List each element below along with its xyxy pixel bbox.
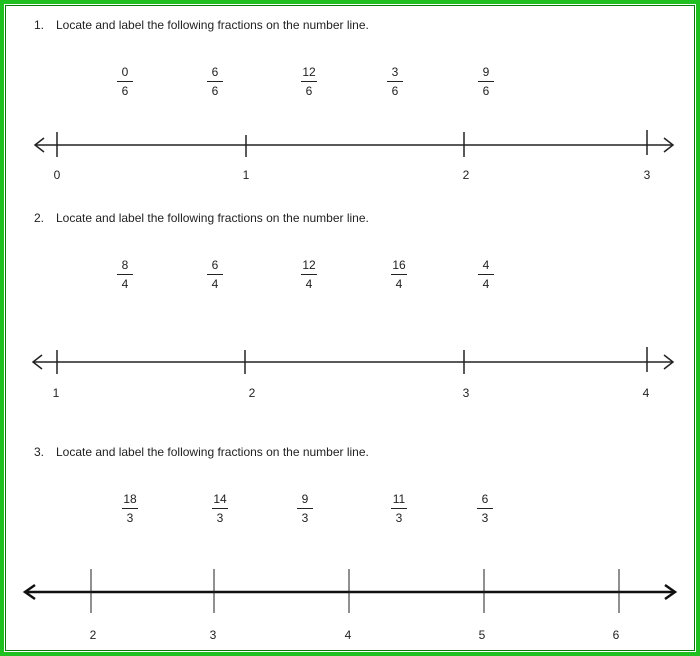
numerator: 14 (213, 492, 227, 506)
numerator: 12 (302, 65, 316, 79)
denominator: 4 (305, 277, 313, 291)
problem-2-number: 2. (34, 211, 45, 225)
denominator: 4 (482, 277, 490, 291)
numerator: 9 (301, 492, 309, 506)
denominator: 4 (395, 277, 403, 291)
tick-label: 4 (344, 628, 352, 642)
problem-1-number: 1. (34, 18, 45, 32)
numerator: 6 (211, 65, 219, 79)
numerator: 8 (121, 258, 129, 272)
tick-label: 1 (242, 168, 250, 182)
tick-label: 2 (462, 168, 470, 182)
tick-label: 1 (52, 386, 60, 400)
denominator: 6 (391, 84, 399, 98)
numerator: 12 (302, 258, 316, 272)
numerator: 11 (392, 492, 406, 506)
tick-label: 5 (478, 628, 486, 642)
number-line-2 (33, 347, 673, 374)
numerator: 0 (121, 65, 129, 79)
problem-1-text: Locate and label the following fractions on the number line. (56, 18, 369, 32)
denominator: 6 (121, 84, 129, 98)
numerator: 3 (391, 65, 399, 79)
denominator: 3 (126, 511, 134, 525)
denominator: 3 (395, 511, 403, 525)
denominator: 3 (216, 511, 224, 525)
problem-3-number: 3. (34, 445, 45, 459)
denominator: 6 (305, 84, 313, 98)
tick-label: 6 (612, 628, 620, 642)
numerator: 18 (123, 492, 137, 506)
denominator: 4 (211, 277, 219, 291)
number-line-1 (35, 130, 673, 157)
numerator: 9 (482, 65, 490, 79)
tick-label: 3 (643, 168, 651, 182)
problem-2-text: Locate and label the following fractions on the number line. (56, 211, 369, 225)
numerator: 6 (481, 492, 489, 506)
tick-label: 0 (53, 168, 61, 182)
numerator: 6 (211, 258, 219, 272)
denominator: 6 (482, 84, 490, 98)
denominator: 3 (301, 511, 309, 525)
denominator: 4 (121, 277, 129, 291)
tick-label: 3 (462, 386, 470, 400)
tick-label: 2 (89, 628, 97, 642)
numerator: 16 (392, 258, 406, 272)
denominator: 3 (481, 511, 489, 525)
tick-label: 4 (642, 386, 650, 400)
denominator: 6 (211, 84, 219, 98)
number-line-3 (25, 585, 675, 599)
tick-label: 2 (248, 386, 256, 400)
problem-3-text: Locate and label the following fractions on the number line. (56, 445, 369, 459)
numerator: 4 (482, 258, 490, 272)
tick-label: 3 (209, 628, 217, 642)
